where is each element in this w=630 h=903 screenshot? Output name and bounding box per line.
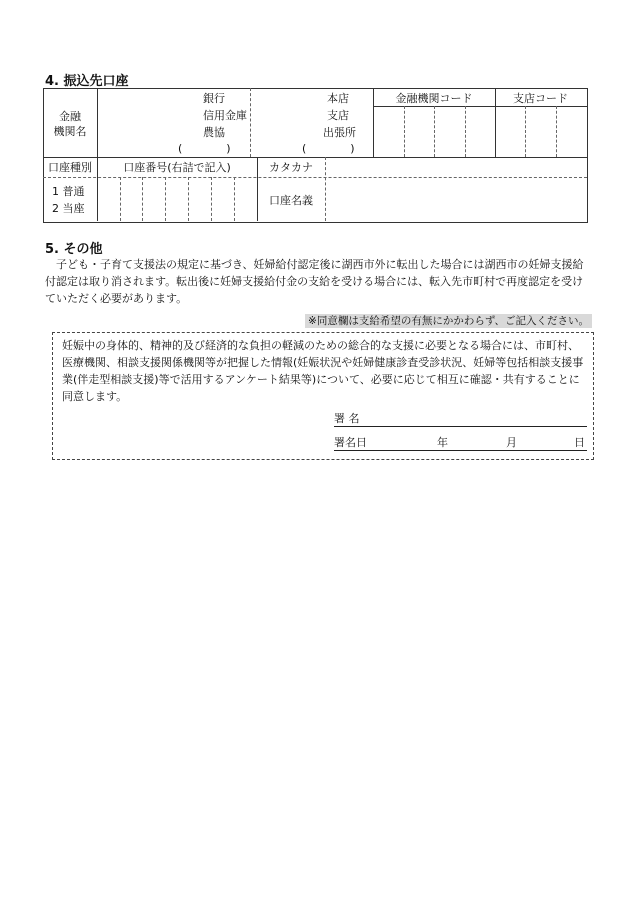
code-box-divider [556,106,557,157]
digit-box-divider [165,177,166,221]
account-number-label: 口座番号(右詰で記入) [123,161,231,174]
date-month-label: 月 [506,436,517,449]
account-holder-label: 口座名義 [269,194,313,207]
section5-body: 子ども・子育て支援法の規定に基づき、妊婦給付認定後に湖西市外に転出した場合には湖西市の妊婦支援給付認定は取り消されます。転出後に妊婦支援給付金の支給を受ける場合には、転入先市町村で再度認定を受けていただく必要があります。 [45,258,584,305]
code-box-divider [404,106,405,157]
digit-box-divider [188,177,189,221]
account-type-label: 口座種別 [48,161,92,174]
code-box-divider [434,106,435,157]
signature-date-label: 署名日 [334,436,367,449]
digit-box-divider [142,177,143,221]
col-divider [97,88,98,157]
digit-box-divider [234,177,235,221]
col-divider-dashed [250,88,251,157]
bank-type-option[interactable]: 銀行 [203,92,225,105]
digit-box-divider [211,177,212,221]
branch-code-label: 支店コード [513,92,568,105]
section4-heading: 4. 振込先口座 [45,74,129,89]
bank-other-field[interactable]: ( ) [178,142,231,155]
consent-text: 妊娠中の身体的、精神的及び経済的な負担の軽減のための総合的な支援に必要となる場合には、市町村、医療機関、相談支援関係機関等が把握した情報(妊娠状況や妊婦健康診査受診状況、妊婦等包括相談支援事業(伴走型相談支援)等で活用するアンケート結果等)について、必要に応じて相互に確認・共有することに同意します。 [62,339,584,403]
katakana-label: カタカナ [269,161,313,174]
bank-label: 機関名 [53,125,87,138]
consent-box [52,332,594,460]
col-divider-dashed [325,157,326,221]
date-year-label: 年 [437,436,448,449]
bank-type-option[interactable]: 農協 [203,126,225,139]
signature-date-line[interactable] [334,450,587,451]
signature-label: 署 名 [334,412,360,425]
account-type-option[interactable]: 2 当座 [52,202,85,215]
code-box-divider [465,106,466,157]
branch-type-option[interactable]: 出張所 [323,126,356,139]
branch-other-field[interactable]: ( ) [302,142,355,155]
code-header-divider [373,106,587,107]
institution-code-label: 金融機関コード [395,92,473,105]
signature-line[interactable] [334,426,587,427]
row-divider [43,157,587,158]
account-type-option[interactable]: 1 普通 [52,185,85,198]
date-day-label: 日 [574,436,585,449]
section5-heading: 5. その他 [45,242,103,257]
row-divider-dashed [43,177,587,178]
bank-type-option[interactable]: 信用金庫 [203,109,247,122]
digit-box-divider [120,177,121,221]
branch-type-option[interactable]: 本店 [327,92,349,105]
consent-note: ※同意欄は支給希望の有無にかかわらず、ご記入ください。 [305,314,592,328]
branch-type-option[interactable]: 支店 [327,109,349,122]
bank-label: 金融 [59,110,81,123]
code-box-divider [525,106,526,157]
